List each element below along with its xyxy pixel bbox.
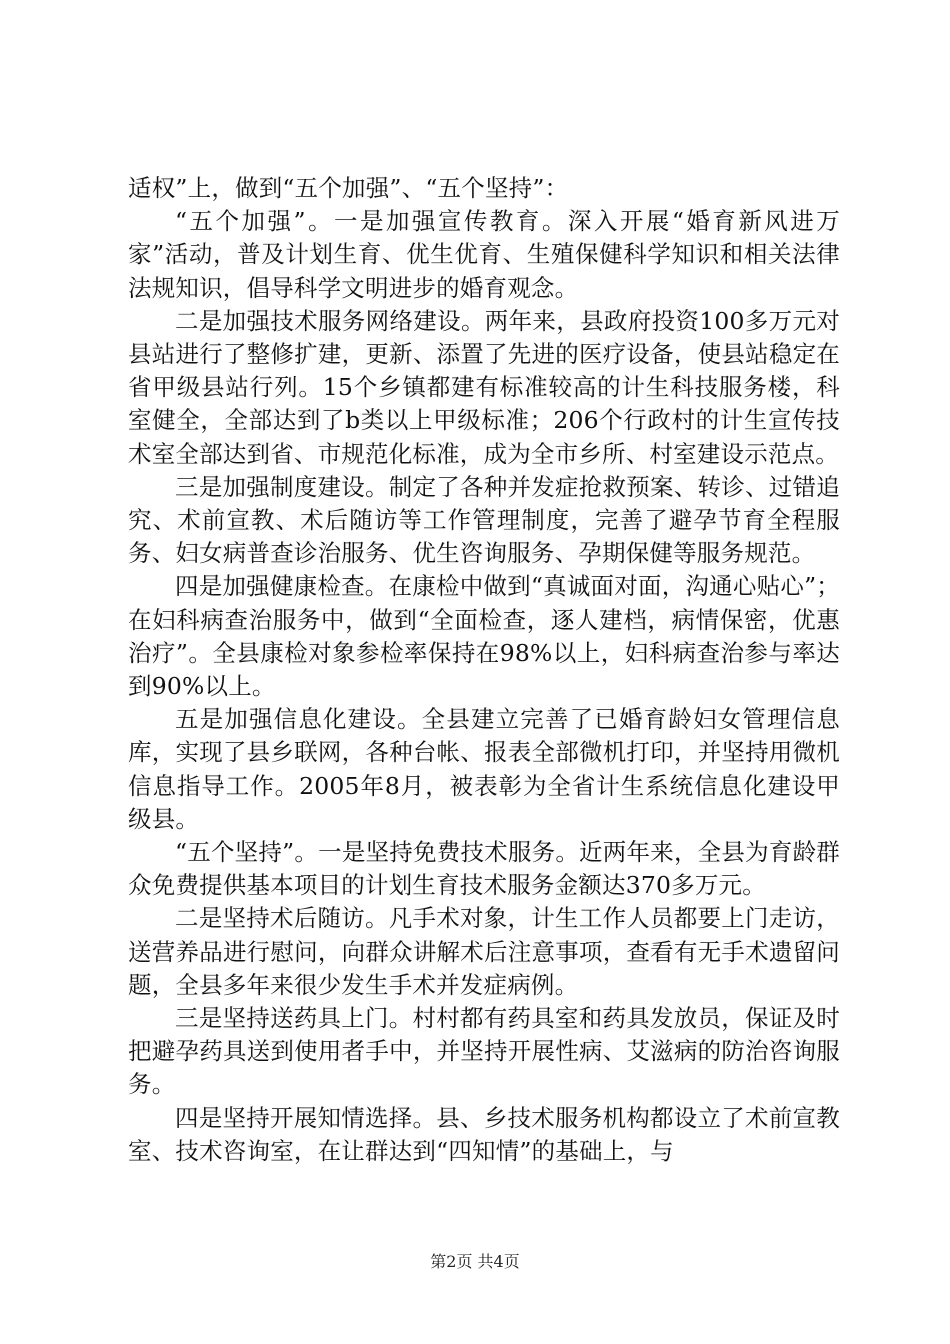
page-number-footer: 第2页 共4页 (430, 1252, 520, 1271)
paragraph-network-construction: 二是加强技术服务网络建设。两年来，县政府投资100多万元对县站进行了整修扩建，更新、添置了先进的医疗设备，使县站稳定在省甲级县站行列。15个乡镇都建有标准较高的计生科技服务楼，科室健全，全部达到了b类以上甲级标准；206个行政村的计生宣传技术室全部达到省、市规范化标准，成为全市乡所、村室建设示范点。 (128, 306, 840, 468)
paragraph-five-persist-intro: “五个坚持”。一是坚持免费技术服务。近两年来，全县为育龄群众免费提供基本项目的计划生育技术服务金额达370多万元。 (128, 838, 840, 900)
document-body (128, 172, 840, 1168)
paragraph-informatization: 五是加强信息化建设。全县建立完善了已婚育龄妇女管理信息库，实现了县乡联网，各种台帐、报表全部微机打印，并坚持用微机信息指导工作。2005年8月，被表彰为全省计生系统信息化建设甲级县。 (128, 705, 840, 833)
paragraph-informed-choice: 四是坚持开展知情选择。县、乡技术服务机构都设立了术前宣教室、技术咨询室，在让群达到“四知情”的基础上，与 (128, 1103, 840, 1165)
paragraph-medicine-delivery: 三是坚持送药具上门。村村都有药具室和药具发放员，保证及时把避孕药具送到使用者手中，并坚持开展性病、艾滋病的防治咨询服务。 (128, 1004, 840, 1099)
paragraph-system-construction: 三是加强制度建设。制定了各种并发症抢救预案、转诊、过错追究、术前宣教、术后随访等工作管理制度，完善了避孕节育全程服务、妇女病普查诊治服务、优生咨询服务、孕期保健等服务规范。 (128, 472, 840, 568)
paragraph-five-strengthen-intro: “五个加强”。一是加强宣传教育。深入开展“婚育新风进万家”活动，普及计划生育、优生优育、生殖保健科学知识和相关法律法规知识，倡导科学文明进步的婚育观念。 (128, 207, 840, 302)
paragraph-health-check: 四是加强健康检查。在康检中做到“真诚面对面，沟通心贴心”；在妇科病查治服务中，做到“全面检查，逐人建档，病情保密，优惠治疗”。全县康检对象参检率保持在98%以上，妇科病查治参与率达到90%以上。 (128, 572, 840, 701)
paragraph-continuation: 适权”上，做到“五个加强”、“五个坚持”： (128, 174, 569, 202)
paragraph-postop-followup: 二是坚持术后随访。凡手术对象，计生工作人员都要上门走访，送营养品进行慰问，向群众讲解术后注意事项，查看有无手术遗留问题，全县多年来很少发生手术并发症病例。 (128, 904, 840, 999)
